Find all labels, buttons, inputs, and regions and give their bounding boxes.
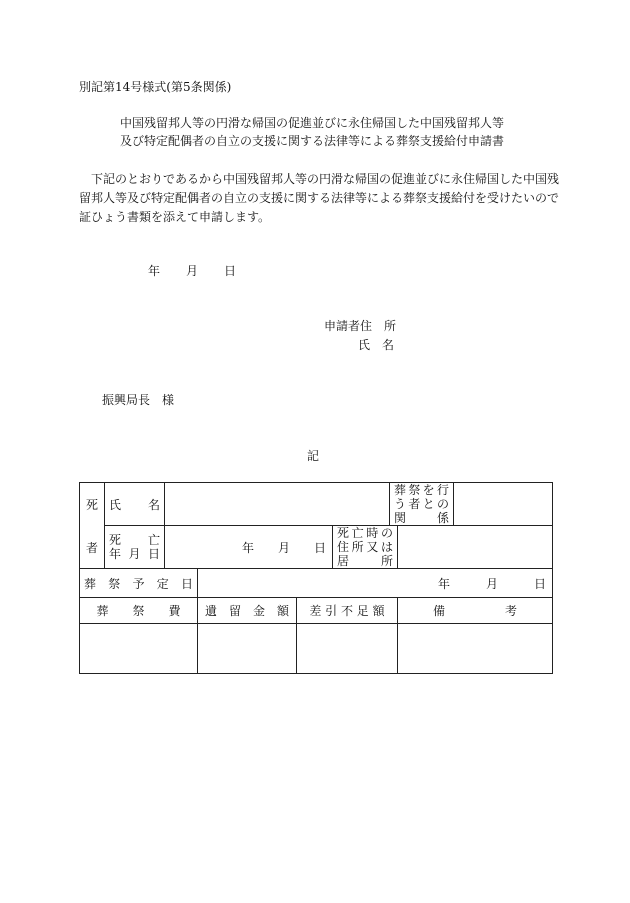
date-month: 月 (186, 264, 199, 278)
applicant-address-label: 申請者住 所 (324, 319, 397, 333)
date-day: 日 (224, 264, 237, 278)
relation-label-3: 関 係 (394, 511, 450, 525)
col-funeral-cost: 葬 祭 費 (80, 598, 198, 624)
form-title-line2: 及び特定配偶者の自立の支援に関する法律等による葬祭支援給付申請書 (120, 134, 505, 148)
estate-field[interactable] (198, 624, 297, 674)
deceased-label (80, 483, 105, 569)
statement-line3: 証ひょう書類を添えて申請します。 (79, 210, 271, 224)
address-label-1: 死亡時の (337, 526, 393, 540)
death-date-label-cell (105, 526, 165, 569)
col-shortfall: 差 引 不 足 額 (297, 598, 398, 624)
relation-label-1: 葬祭を行 (394, 483, 450, 497)
funeral-date-value: 年 月 日 (438, 576, 547, 591)
deceased-label-1: 死 (85, 497, 98, 512)
death-date-value: 年 月 日 (241, 540, 326, 555)
statement-line1: 下記のとおりであるから中国残留邦人等の円滑な帰国の促進並びに永住帰国した中国残 (79, 172, 560, 186)
funeral-cost-field[interactable] (80, 624, 198, 674)
remarks-field[interactable] (398, 624, 553, 674)
address-label-3: 居 所 (337, 554, 393, 568)
form-title-line1: 中国残留邦人等の円滑な帰国の促進並びに永住帰国した中国残留邦人等 (120, 116, 505, 130)
death-date-label-2: 年 月 日 (109, 547, 160, 561)
addressee: 振興局長 様 (102, 393, 175, 407)
address-label-2: 住所又は (337, 540, 393, 554)
name-field[interactable] (165, 483, 390, 526)
col-estate: 遺 留 金 額 (198, 598, 297, 624)
address-field[interactable] (398, 526, 553, 569)
application-date (148, 262, 236, 279)
applicant-name-label: 氏 名 (358, 338, 395, 352)
form-number: 別記第14号様式(第5条関係) (79, 80, 232, 94)
relation-field[interactable] (454, 483, 553, 526)
death-date-label-1: 死 亡 (109, 533, 160, 547)
relation-label-2: う者との (394, 497, 450, 511)
death-date-field[interactable] (165, 526, 333, 569)
shortfall-field[interactable] (297, 624, 398, 674)
funeral-date-label-cell (80, 569, 198, 598)
funeral-date-label: 葬 祭 予 定 日 (84, 576, 193, 591)
relation-label-cell (390, 483, 454, 526)
deceased-label-2: 者 (85, 540, 98, 555)
col-remarks: 備 考 (398, 598, 553, 624)
application-table (79, 482, 553, 674)
funeral-date-field[interactable] (198, 569, 553, 598)
name-label-cell (105, 483, 165, 526)
statement-line2: 留邦人等及び特定配偶者の自立の支援に関する法律等による葬祭支援給付を受けたいので (79, 191, 560, 205)
application-statement (79, 170, 559, 227)
date-year: 年 (148, 264, 161, 278)
form-title (120, 114, 504, 150)
name-label: 氏 名 (109, 497, 160, 512)
address-label-cell (333, 526, 398, 569)
ki-heading: 記 (307, 449, 320, 463)
